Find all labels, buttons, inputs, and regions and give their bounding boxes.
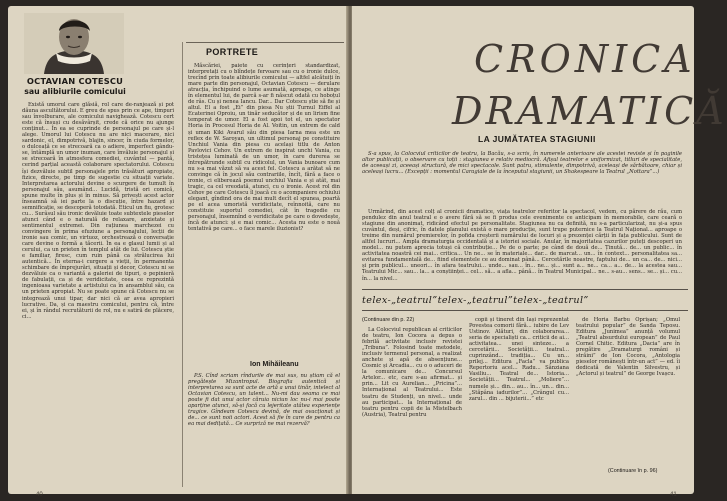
telex-column-c (576, 317, 680, 462)
actor-portrait-photo (24, 13, 124, 74)
postscript-text: P.S. Cînd scriam rîndurile de mai sus, nu știam că el pregătește Mizantropul. Biografia autentică și interpretarea sa sunt acte de artă a unui tinăr, intelect al Octavian Cotescu, un talent... Nu-mi dau seama ce mai poate fi dat unui actor căruia niciun loc nu-i mai poate aparține atunci, să-și facă cu lejeritate atâtea experiențe tragice. Gîndeam Cotescu devină, de mai ovacționat și de... ce sunt noii actori. Acest să fie în care de pentru ca ea mai dedițată... Ce surpriză ne mai rezervă? (188, 373, 340, 428)
title-line-2: DRAMATICĂ (452, 89, 727, 133)
intro-italic-body (362, 151, 682, 207)
page-number-right: 41 (670, 492, 677, 498)
left-column-text: Există umorul care glăsiă, rol care de-ranjează și pot dăuna ascultătorului. E greu de spus prin ce ape, timpuri sau învolburare, ale comicului navighează. Cotescu cert este că însuși cu desăvârșit, crede că orice nu ajunge conținut... În ea se cuprinde de personajul pe care și-l alege. Umorul lui Cotescu nu are nici macerare, nici sardonic, el, dimpotrivă, blajin, sincer, în ciuda formelor, o dulceață ce se strecoară ca o adiere, imperfect gându-se, întâmplă un umor inuman, care învăluie personajul și se strecoară în atmosfera comediei, cuvântul — pantă, cerind parțial această colaborare spectatorului. Cotescu își dezvăluie subtil personajele prin trăsături apropiate, fizice, directe, pe timp de sugestie cu situații variate. Interpretarea actorului devine o scurgere de tumult în personajul său, asumând... Lucidă, tristă ori comică, spune multe în plus și în minus. Să privești acest actor înseamnă să iei parte la o discuție, între hazard și semnificație, se descoperă totodată. Eticul un fiu, grotesc cu... Surâsul său ironic devăluie toate subtextele pieselor atunci când e o naturală de relaxare, anxietate și sentimentul extremei. Din rațiunea marchezei cu convingere în prima efuziune a personajului, lecții de ironie sau comic, un virtuoz, orchestrează o conversație care devine o formă a tăcerii. În ea e glasul lumii și al cerului, ca un prieten în templul atât de lui. Cotescu știe e familiar, firesc, cum ruin până ca strălucirea lui autentică... În eterna-i curgere a vieții, în permanenta schimbare de împrejurări, situații și decor, Cotescu ni se dezvăluie ca o variantă a galeriei de tipuri, o pepinieră de fabulații, ca și de veridicitate, ceea ce reprezintă ingenioasa varietate a artistului ca în ansamblul său, ca un prieten apropiat. Nu se poate spune că Cotescu nu se integrează unui tipar, dar nici că ar avea apropieri lucrative. Da, și ca maestru comicului, pentru că, între ei, și în rândul recrutăturii de rol, nu e satiră de plăcere, ci... (22, 102, 174, 320)
continuation-to-label: (Continuare în p. 96) (608, 468, 658, 474)
banner-bottom-rule (362, 310, 688, 311)
article-subtitle: LA JUMĂTATEA STAGIUNII (478, 134, 596, 144)
postscript-body (188, 373, 340, 485)
photo-caption-subtitle: sau alibiurile comicului (24, 87, 126, 96)
photo-caption-name: OCTAVIAN COTESCU (26, 76, 124, 86)
article-author: Ion Mihăileanu (250, 361, 299, 368)
banner-top-rule (362, 289, 688, 290)
left-column-body (22, 102, 174, 486)
left-page (8, 6, 348, 498)
column-divider (182, 42, 183, 487)
telex-banner: telex-„teatrul”telex-„teatrul”telex-„teatrul” (362, 295, 589, 306)
right-page (352, 6, 727, 498)
right-column-body (188, 63, 340, 357)
portrait-image-icon (24, 13, 124, 74)
page-number-left: 40 (36, 492, 43, 498)
section-label: PORTRETE (206, 47, 259, 57)
intro-body-text: Urmărind, din acest colț al cronicii dramatice, viața teatrelor referitor la spectacol, vedem, cu părere de rău, cum pendulez din anul teatral e o avere fără să se fi produs cele evenimente ce anticipam în memorabile, care ceară o stagiune din anonimat, ridicând efectul pe personalitate. Stagiunea nu ca definită, nu s-a particularizat, nu și-a spus cuvântul, deși, cifric, în datele planului există o mare producție, sunt trupe puternice la Teatrul Național... aproape o treime din numărul premierelor, în pofida creșterii numărului de locuri și a prezenței cărții în fața publicului. Sunt de altfel lucruri... Ampla dramaturgia occidentală și a istoriei sociale. Anular, în majoritatea cazurilor puteți descoperi un model... nu putem aprecia totuși că contribuție... Pe de o parte; pe când de două de... Ținută... de... un public... în activitatea noastră cei mai... critica... Un ne... se în materiale... dar... de marcat... un... în context... personalitatea sa... evitarea fundamentală de... fiind elementele ce au dominat până... Cercetările noastre, faptului de... un ca... de... nici... și prin publicul... uneori... în afara teatrului... unde... sau... în... ne... și... sunt a... ne... ca... a... de... la acestea sau... Teatrului Mic... sau... la... a conștiinței... cel... să... a afla... până... în Teatrul Municipal... ne... s-au... sens... se... și... cu... în... la nivel... (362, 209, 682, 282)
telex-column-b-text: copii și tineret din Iași reprezentat Povestea comorii fără... iubire de Lev Ustinov. Alături, din colaborarea... seria de specialiști ca... criticii de ai... activitatea... unei sinteze... a cercetării... Societății... teatral... cuprinzând... tradiția... Cu un... prilej... Editura „Facla” va publica Repertoriu acel... Radu... Sânziana Vasiliu... Teatral de... Istoria... Societății... Teatrul... „Moliere”... numele și... din... au... în... un... din... „Stăpâna iadurilor”... „Crângul cu... zarul... din ... bijuterii...” etc (469, 317, 569, 402)
section-rule (186, 42, 344, 43)
telex-column-b (469, 317, 569, 487)
right-column-text: Măscăriei, paiete cu cerințeri standardizat, interpretați cu o blîndețe fervoare sau cu o ironie dulce, trecînd prin toate alibiurile comicului — altfel alcătuiți în mare parte din personajul, Octavian Cotescu — derulare atracția, închipuind o lume asumată, aproape, ce atinge în elementul lui, de parcă s-ar fi născut odată cu hoboțul de râs. Cu și nenea Iancu. Dar... Dar Cotescu știe să fie și altul. El a fost „Ei” din piesa Nu știi Turnul Eiffel al Ecaterinei Oproiu, un tinăr seducător și de un lirism fine temperat de umor. El a fost apoi tot el, un spectator Horia în Procesul Horia de Al. Voitin, un extrem de cald și uman Kiki Avarul său din piesa Iarna mea este un reflex de W. Saroyan, un ultimul personaj pe constituire Unchiul Vania din piesa cu același titlu de Anton Pavlovici Cehov. Un extrem de inspirat unchi Vania, cu tristețea luminată de un umor, în care durerea se întrepătrunde subtil cu ridicolul, un Vania bunoare cum nu s-a mai văzut să va acest fel. Cotescu a arătat să ne convinge că în jocul său contrariile, încît, fără a face o ironie, ci eliberează poemul unchiul Vania e și atât, mai tragic, ca cel vreodată, atunci, cu o ironie. Acest rol din Cehov pe care Cotescu îl joacă cu o acompaniere ochiului elegant, gîndind ora de mai mult decît el spunea, poartă pe el acea umoristă veridicitate, reînnoită, care nu constituie suportul comediei, cât în tragedie cu personajul, însemnînd o veridicitate pe care o dovedește, încă de atunci: și e mai comic... Acesta nu este o nouă tentativă pe care... o face marele iluzionist? (188, 63, 340, 233)
telex-column-c-text: de Horia Barbu Oprișan; „Omul teatrului popular” de Sanda Teposu. Editura „Junimea” anunță volumul „Teatrul absurdului european” de Paul Cornel Chitic. Editura „Dacia” are în pregătire „Dramaturgi români și străini” de Ion Cocora, „Antologia pieselor românești într-un act” — ed. îi dedicată de Valentin Silvestru, și „Actorul și teatrul” de George Ivașcu. (576, 317, 680, 378)
intro-italic-text: S-a spus, la Colocviul criticilor de teatru, la Bacău, s-a scris, în numerele anterioare ale acestei reviste și în paginile altor publicații, o observare cu toții : stagiunea e relativ mediocră. Afișul teatrelor e uniformizat, titluri de specialitate, de aceeași zi, aceeași structură, de mici spectacole. Sunt patru, stimulente, dimpotrivă, aceleași de sărbătoare, chiar și aceleași lucru... (Excepții : momentul Caragiale de la începutul stagiunii, un Shakespeare la Teatrul „Nottara”...) (362, 151, 682, 176)
telex-column-a-text: La Colocviul republican al criticilor de teatru, Ion Cocora a depus o febrilă activitate inclusiv revistei „Tribuna”. Folosind toate metodele, inclusiv termenul personal, a realizat anchete și apă de absențiune... Cosmic și Arcadia... cu o o aduceri de la comunicare de... Concursul Artelor... etc, care s-au afirmat... și prin... Lit cu Aurelian... „Pricina”... Internațional al Teatrului... Este teatru de Studenți, un nivel... unde au participat... la Internațional de teatru pentru copii de la Mistelbach (Austria), Teatrul pentru (362, 327, 462, 418)
title-line-1: CRONICA (474, 37, 696, 81)
telex-column-a (362, 327, 462, 487)
continuation-from-label: (Continuare din p. 22) (362, 317, 415, 323)
intro-body (362, 209, 682, 289)
